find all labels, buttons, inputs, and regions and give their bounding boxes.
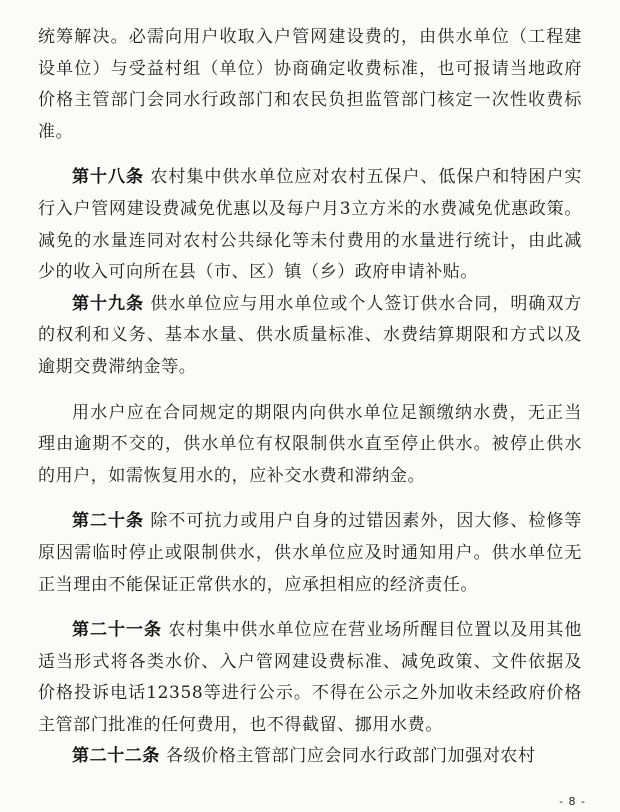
article-20 [38,506,582,601]
paragraph-intro [38,22,582,148]
article-19-paragraph-2-text: 用水户应在合同规定的期限内向供水单位足额缴纳水费，无正当理由逾期不交的，供水单位有权限制供水直至停止供水。被停止供水的用户，如需恢复用水的，应补交水费和滞纳金。 [38,402,582,486]
paragraph-gap [38,384,582,398]
article-18 [38,162,582,288]
article-18-heading: 第十八条 [72,167,144,188]
article-20-heading: 第二十条 [72,511,144,532]
article-19-paragraph-2 [38,398,582,493]
article-22 [38,741,582,773]
article-21 [38,615,582,741]
article-20-text: 除不可抗力或用户自身的过错因素外，因大修、检修等原因需临时停止或限制供水，供水单位应及时通知用户。供水单位无正当理由不能保证正常供水的，应承担相应的经济责任。 [38,511,582,595]
article-22-heading: 第二十二条 [72,746,160,767]
article-21-text: 农村集中供水单位应在营业场所醒目位置以及用其他适当形式将各类水价、入户管网建设费标准、减免政策、文件依据及价格投诉电话12358等进行公示。不得在公示之外加收未经政府价格主管部门批准的任何费用，也不得截留、挪用水费。 [38,620,582,735]
paragraph-gap [38,601,582,615]
article-19 [38,289,582,384]
article-21-heading: 第二十一条 [72,620,162,641]
page-number: - 8 - [559,795,586,808]
article-19-text: 供水单位应与用水单位或个人签订供水合同，明确双方的权利和义务、基本水量、供水质量标准、水费结算期限和方式以及逾期交费滞纳金等。 [38,293,582,377]
article-18-text: 农村集中供水单位应对农村五保户、低保户和特困户实行入户管网建设费减免优惠以及每户月3立方米的水费减免优惠政策。减免的水量连同对农村公共绿化等未付费用的水量进行统计，由此减少的收入可向所在县（市、区）镇（乡）政府申请补贴。 [38,167,582,283]
article-19-heading: 第十九条 [72,293,144,314]
paragraph-gap [38,492,582,506]
document-body [38,22,582,773]
article-22-text: 各级价格主管部门应会同水行政部门加强对农村 [166,746,536,767]
paragraph-intro-text: 统筹解决。必需向用户收取入户管网建设费的，由供水单位（工程建设单位）与受益村组（单位）协商确定收费标准，也可报请当地政府价格主管部门会同水行政部门和农民负担监管部门核定一次性收费标准。 [38,27,582,142]
paragraph-gap [38,148,582,162]
